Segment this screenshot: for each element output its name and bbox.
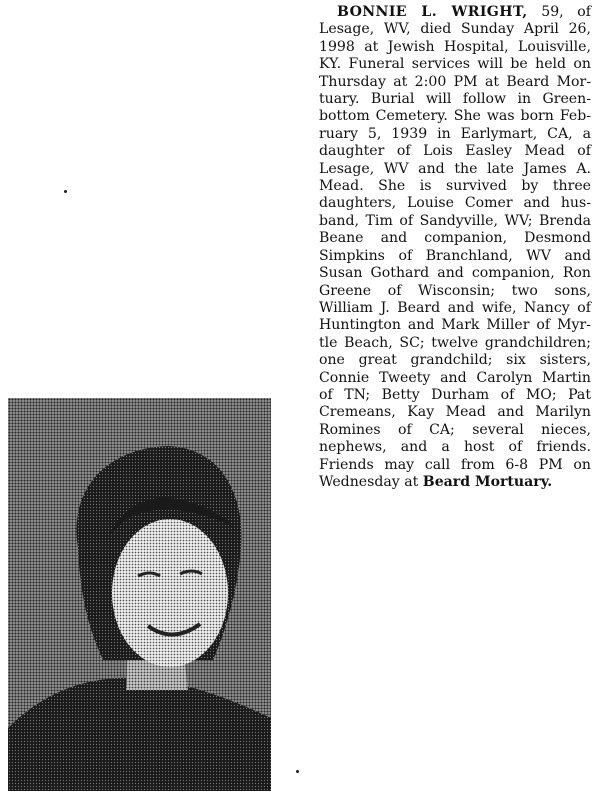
obituary-line: KY. Funeral services will be held on bbox=[319, 56, 591, 73]
obituary-line: Beane and companion, Desmond bbox=[319, 230, 591, 247]
mortuary-name: Beard Mortuary. bbox=[422, 473, 553, 490]
obituary-line: daughter of Lois Easley Mead of bbox=[319, 143, 591, 160]
obituary-line: nephews, and a host of friends. bbox=[319, 439, 591, 456]
obituary-line: daughters, Louise Comer and hus- bbox=[319, 195, 591, 212]
obituary-line: tle Beach, SC; twelve grandchildren; bbox=[319, 334, 591, 351]
obituary-line: bottom Cemetery. She was born Feb- bbox=[319, 108, 591, 125]
obituary-line: 1998 at Jewish Hospital, Louisville, bbox=[319, 38, 591, 55]
obituary-line: Friends may call from 6-8 PM on bbox=[319, 456, 591, 473]
obituary-line: Lesage, WV, died Sunday April 26, bbox=[319, 21, 591, 38]
obituary-line: Connie Tweety and Carolyn Martin bbox=[319, 369, 591, 386]
obituary-line: Mead. She is survived by three bbox=[319, 178, 591, 195]
portrait-illustration bbox=[8, 398, 271, 791]
obituary-line: ruary 5, 1939 in Earlymart, CA, a bbox=[319, 125, 591, 142]
obituary-line: one great grandchild; six sisters, bbox=[319, 352, 591, 369]
obituary-line: Thursday at 2:00 PM at Beard Mor- bbox=[319, 73, 591, 90]
obituary-line: Cremeans, Kay Mead and Marilyn bbox=[319, 404, 591, 421]
portrait-photo bbox=[8, 398, 271, 791]
obituary-line: tuary. Burial will follow in Green- bbox=[319, 91, 591, 108]
obituary-line: William J. Beard and wife, Nancy of bbox=[319, 299, 591, 316]
print-speck bbox=[296, 770, 299, 773]
obituary-line: of TN; Betty Durham of MO; Pat bbox=[319, 386, 591, 403]
obituary-line: band, Tim of Sandyville, WV; Brenda bbox=[319, 212, 591, 229]
obituary-line: Romines of CA; several nieces, bbox=[319, 421, 591, 438]
obituary-line: Lesage, WV and the late James A. bbox=[319, 160, 591, 177]
obituary-first-line: BONNIE L. WRIGHT, 59, of bbox=[337, 4, 591, 20]
obituary-line: Greene of Wisconsin; two sons, bbox=[319, 282, 591, 299]
obituary-line: Huntington and Mark Miller of Myr- bbox=[319, 317, 591, 334]
deceased-name: BONNIE L. WRIGHT, bbox=[337, 4, 528, 20]
obituary-line: Susan Gothard and companion, Ron bbox=[319, 265, 591, 282]
print-speck bbox=[64, 190, 67, 193]
obituary-last-line: Wednesday at Beard Mortuary. bbox=[319, 473, 553, 490]
obituary-line: Simpkins of Branchland, WV and bbox=[319, 247, 591, 264]
obituary-text bbox=[319, 4, 591, 491]
